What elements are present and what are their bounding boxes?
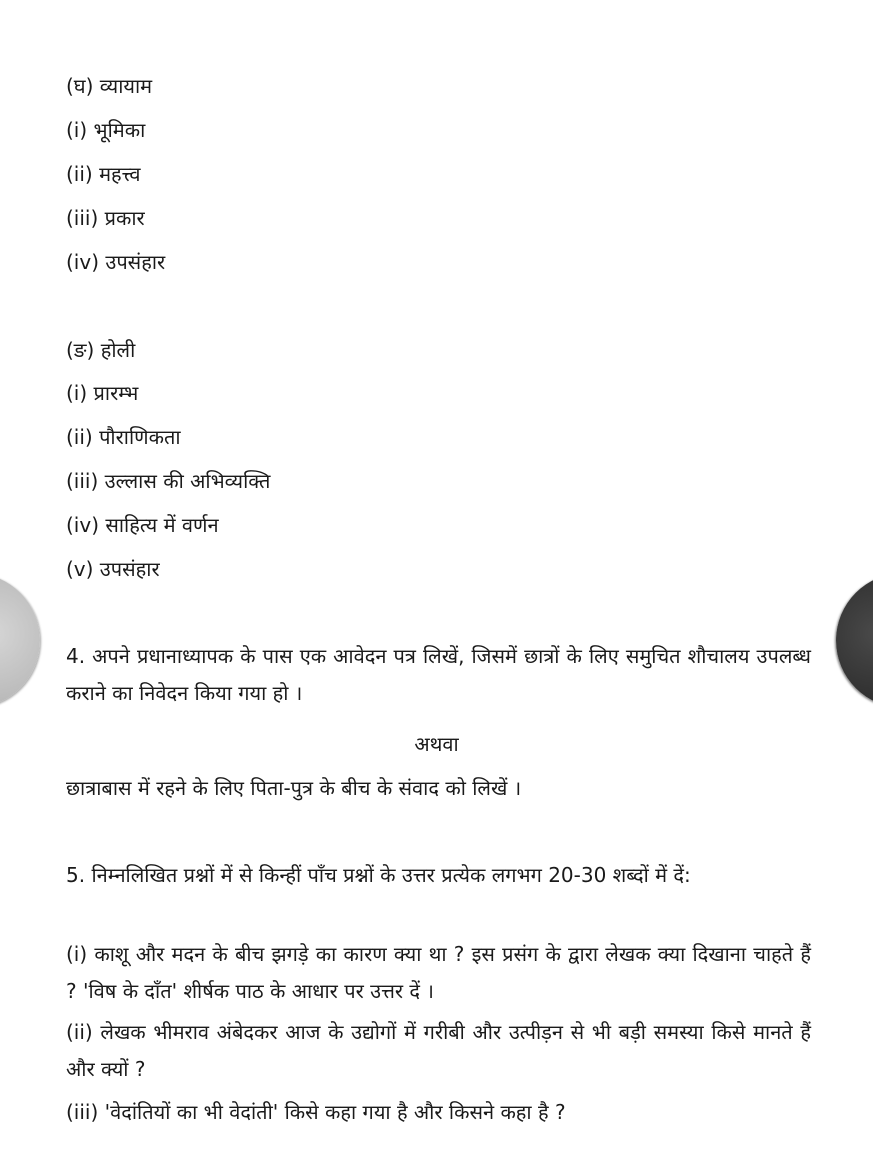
outline-point: (ii) पौराणिकता [66,425,181,449]
left-page-roundel [0,573,40,708]
sub-question: (ii) लेखक भीमराव अंबेदकर आज के उद्योगों में गरीबी और उत्पीड़न से भी बड़ी समस्या किसे मानते हैं और क्यों ? [66,1020,811,1081]
outline-point: (iii) प्रकार [66,206,145,230]
outline-point: (v) उपसंहार [66,557,160,581]
question-4-text: 4. अपने प्रधानाध्यापक के पास एक आवेदन पत्र लिखें, जिसमें छात्रों के लिए समुचित शौचालय उपलब्ध कराने का निवेदन किया गया हो । [66,644,811,705]
outline-point: (ii) महत्त्व [66,162,141,186]
outline-point: (i) भूमिका [66,118,146,142]
sub-question: (i) काशू और मदन के बीच झगड़े का कारण क्या था ? इस प्रसंग के द्वारा लेखक क्या दिखाना चाहते हैं ? 'विष के दाँत' शीर्षक पाठ के आधार पर उत्तर दें । [66,942,811,1003]
right-page-roundel [836,573,873,708]
outline-point: (iv) साहित्य में वर्णन [66,513,219,537]
outline-point: (iii) उल्लास की अभिव्यक्ति [66,469,271,493]
or-separator: अथवा [414,732,459,756]
sub-question: (iii) 'वेदांतियों का भी वेदांती' किसे कहा गया है और किसने कहा है ? [66,1100,566,1124]
outline-heading: (ङ) होली [66,338,136,362]
question-4-alternative: छात्राबास में रहने के लिए पिता-पुत्र के बीच के संवाद को लिखें । [66,776,522,800]
question-5-text: 5. निम्नलिखित प्रश्नों में से किन्हीं पाँच प्रश्नों के उत्तर प्रत्येक लगभग 20-30 शब्दों में दें: [66,863,691,887]
outline-point: (i) प्रारम्भ [66,381,139,405]
outline-heading: (घ) व्यायाम [66,74,153,98]
outline-point: (iv) उपसंहार [66,250,166,274]
